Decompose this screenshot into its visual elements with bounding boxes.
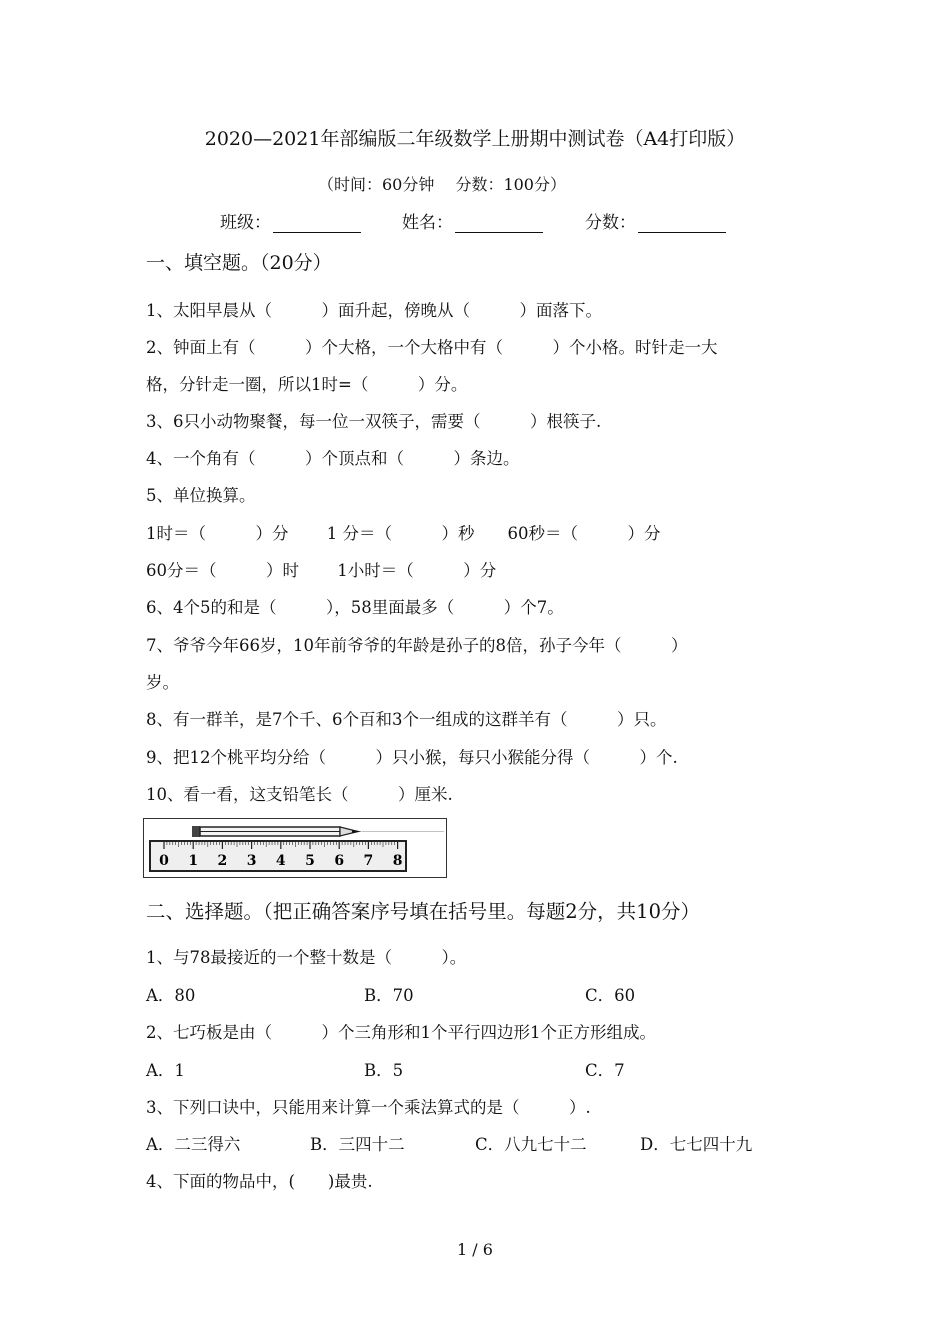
question-line: 60分＝（ ）时 1小时＝（ ）分 bbox=[146, 561, 497, 580]
mc-option: C．八九七十二 bbox=[475, 1135, 587, 1154]
mc-option: A．1 bbox=[146, 1061, 185, 1080]
name-field bbox=[402, 208, 543, 233]
ruler-illustration bbox=[144, 819, 446, 877]
mc-option: D．七七四十九 bbox=[640, 1135, 753, 1154]
class-blank bbox=[273, 216, 361, 233]
score-blank bbox=[638, 216, 726, 233]
question-line: 1、太阳早晨从（ ）面升起，傍晚从（ ）面落下。 bbox=[146, 301, 602, 320]
question-line: 2、钟面上有（ ）个大格，一个大格中有（ ）个小格。时针走一大 bbox=[146, 338, 718, 357]
ruler-number: 4 bbox=[275, 853, 286, 869]
ruler-number: 1 bbox=[188, 853, 199, 869]
question-line: 7、爷爷今年66岁，10年前爷爷的年龄是孙子的8倍，孙子今年（ ） bbox=[146, 636, 688, 655]
score-label: 分数： bbox=[585, 213, 636, 233]
question-line: 9、把12个桃平均分给（ ）只小猴，每只小猴能分得（ ）个. bbox=[146, 748, 678, 767]
exam-time-score: （时间：60分钟 分数：100分） bbox=[318, 175, 566, 194]
question-line: 4、一个角有（ ）个顶点和（ ）条边。 bbox=[146, 449, 520, 468]
mc-option: A．二三得六 bbox=[146, 1135, 241, 1154]
question-line: 8、有一群羊，是7个千、6个百和3个一组成的这群羊有（ ）只。 bbox=[146, 710, 667, 729]
document-title: 2020—2021年部编版二年级数学上册期中测试卷（A4打印版） bbox=[204, 128, 746, 150]
question-line: 5、单位换算。 bbox=[146, 486, 256, 505]
mc-option: C．60 bbox=[585, 986, 636, 1005]
question-line: 1时＝（ ）分 1 分＝（ ）秒 60秒＝（ ）分 bbox=[146, 524, 661, 543]
name-label: 姓名： bbox=[402, 213, 453, 233]
question-line: 3、6只小动物聚餐，每一位一双筷子，需要（ ）根筷子. bbox=[146, 412, 602, 431]
mc-option: B．5 bbox=[364, 1061, 404, 1080]
ruler-pencil-figure bbox=[143, 818, 447, 878]
question-line: 格，分针走一圈，所以1时=（ ）分。 bbox=[146, 375, 468, 394]
mc-question-4: 4、下面的物品中，( )最贵. bbox=[146, 1172, 373, 1191]
ruler-number: 6 bbox=[334, 853, 345, 869]
ruler-number: 0 bbox=[159, 853, 169, 869]
mc-question-3: 3、下列口诀中，只能用来计算一个乘法算式的是（ ）. bbox=[146, 1098, 591, 1117]
name-blank bbox=[455, 216, 543, 233]
mc-question-2: 2、七巧板是由（ ）个三角形和1个平行四边形1个正方形组成。 bbox=[146, 1023, 656, 1042]
mc-option: A．80 bbox=[146, 986, 196, 1005]
pencil-icon bbox=[192, 826, 444, 837]
mc-option: B．70 bbox=[364, 986, 414, 1005]
section2-heading: 二、选择题。（把正确答案序号填在括号里。每题2分，共10分） bbox=[146, 900, 700, 923]
ruler-number: 3 bbox=[246, 853, 257, 869]
mc-option: B．三四十二 bbox=[310, 1135, 405, 1154]
ruler-number: 2 bbox=[217, 853, 228, 869]
score-field bbox=[585, 208, 726, 233]
mc-question-1: 1、与78最接近的一个整十数是（ ）。 bbox=[146, 948, 467, 967]
class-field bbox=[220, 208, 361, 233]
class-label: 班级： bbox=[220, 213, 271, 233]
question-line: 10、看一看，这支铅笔长（ ）厘米. bbox=[146, 785, 453, 804]
ruler-number: 5 bbox=[305, 853, 315, 869]
question-line: 6、4个5的和是（ ），58里面最多（ ）个7。 bbox=[146, 598, 564, 617]
mc-option: C．7 bbox=[585, 1061, 625, 1080]
section1-heading: 一、填空题。（20分） bbox=[146, 252, 332, 274]
page-number: 1 / 6 bbox=[457, 1240, 493, 1259]
question-line: 岁。 bbox=[146, 673, 179, 692]
ruler-number: 7 bbox=[363, 853, 374, 869]
ruler-number: 8 bbox=[392, 853, 403, 869]
